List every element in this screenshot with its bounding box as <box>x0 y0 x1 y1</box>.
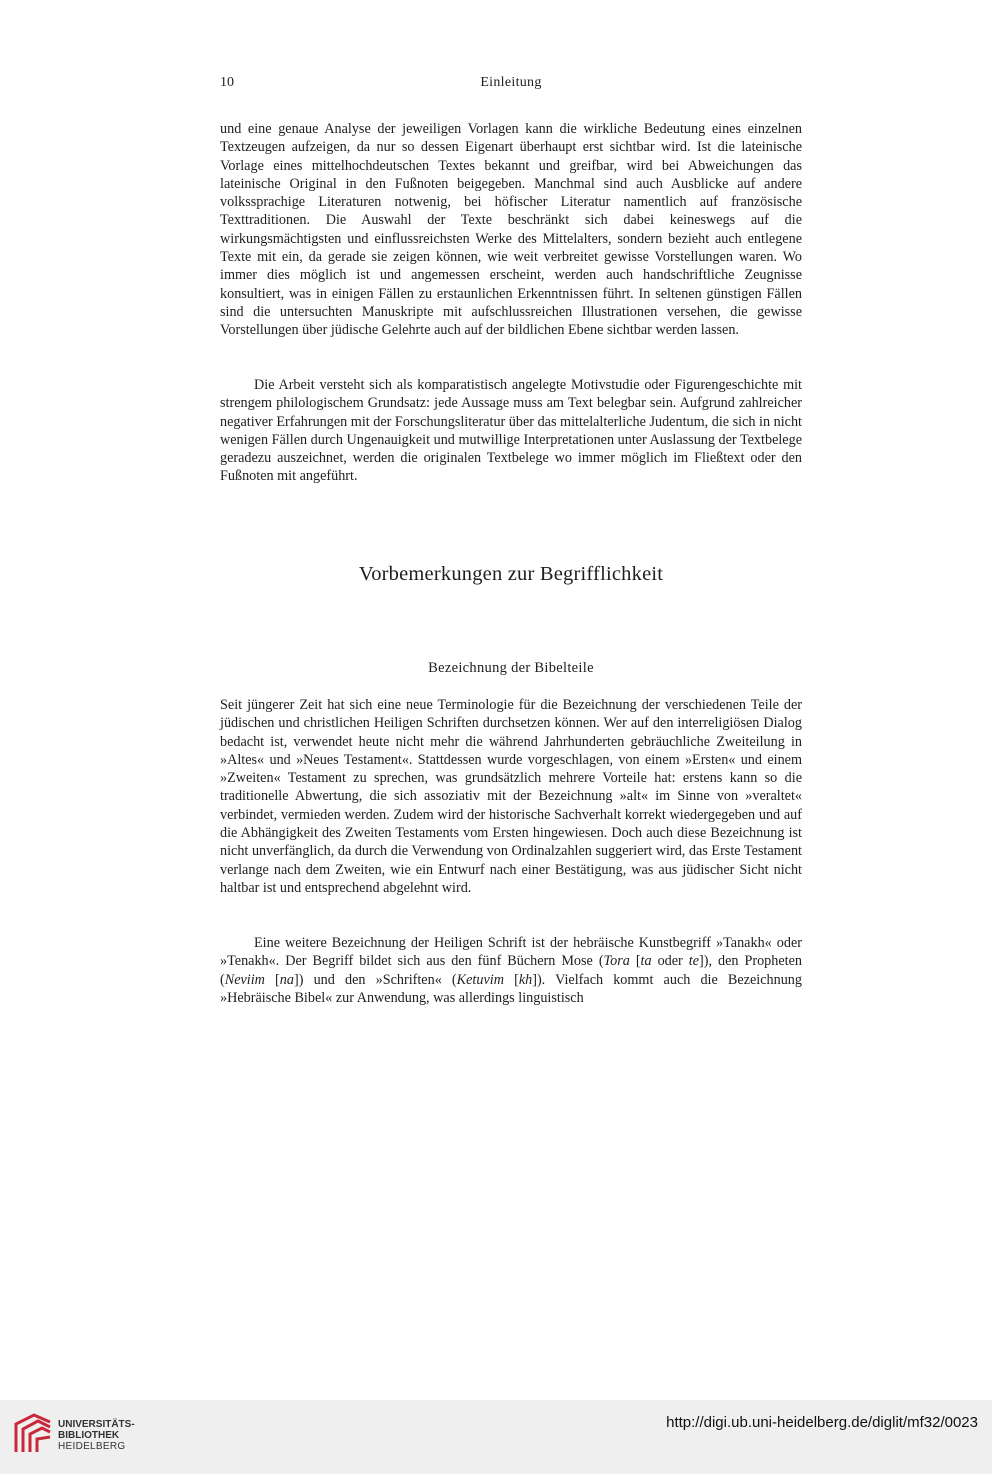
body-paragraph <box>220 934 802 1007</box>
italic-term: Ketuvim <box>456 971 504 988</box>
text-run: Eine weitere Bezeichnung der Heiligen Schrift ist der hebräische Kunstbegriff »Tanakh« oder »Tenakh«. Der Begriff bildet sich aus den fünf Büchern Mose ( <box>220 935 802 970</box>
page-number: 10 <box>220 75 234 90</box>
body-paragraph <box>220 696 802 897</box>
text-run: ]) und den »Schriften« ( <box>293 971 457 988</box>
text-run: und eine genaue Analyse der jeweiligen Vorlagen kann die wirkliche Bedeutung eines einzelnen Textzeugen aufzeigen, da nur so dessen Eigenart überhaupt erst sichtbar wird. Ist die lateinische Vorlage eines mittelhochdeutschen Textes bekannt und greifbar, wird bei Abweichungen das lateinische Original in den Fußnoten beigegeben. Manchmal sind auch Ausblicke auf andere volkssprachige Literaturen notwenig, bei höfischer Literatur namentlich auf französische Texttraditionen. Die Auswahl der Texte beschränkt sich dabei keineswegs auf die wirkungsmächtigsten und einflussreichsten Werke des Mittelalters, sondern bezieht auch entlegene Texte mit ein, da gerade sie zeigen können, wie weit verbreitet gewisse Vorstellungen waren. Wo immer dies möglich ist und angemessen erscheint, werden auch handschriftliche Zeugnisse konsultiert, was in einigen Fällen zu erstaunlichen Erkenntnissen führt. In seltenen günstigen Fällen sind die untersuchten Manuskripte mit aufschlussreichen Illustrationen versehen, die gewisse Vorstellungen über jüdische Gelehrte auch auf der bildlichen Ebene sichtbar werden lassen. <box>220 121 802 339</box>
text-run: [ <box>264 971 280 988</box>
logo-line-3: HEIDELBERG <box>58 1441 126 1452</box>
running-head <box>220 75 802 95</box>
library-logo-icon <box>10 1412 54 1456</box>
viewer-footer <box>0 1400 992 1474</box>
italic-term: te <box>688 953 700 970</box>
italic-term: Tora <box>603 953 630 970</box>
running-title: Einleitung <box>480 75 542 90</box>
chapter-title: Vorbemerkungen zur Begrifflichkeit <box>358 563 664 585</box>
text-run: oder <box>651 953 689 970</box>
logo-line-2: BIBLIOTHEK <box>58 1430 120 1441</box>
italic-term: Neviim <box>224 971 265 988</box>
body-paragraph <box>220 376 802 486</box>
text-run: [ <box>629 953 641 970</box>
body-paragraph <box>220 120 802 340</box>
text-run: [ <box>503 971 519 988</box>
italic-term: kh <box>518 971 533 988</box>
text-run: Seit jüngerer Zeit hat sich eine neue Terminologie für die Bezeichnung der verschiedenen Teile der jüdischen und christlichen Heiligen Schriften durchsetzen können. Wer auf den interreligiösen Dialog bedacht ist, verwendet heute nicht mehr die während Jahrhunderten gebräuchliche Zweiteilung in »Altes« und »Neues Testament«. Stattdessen wurde vorgeschlagen, von einem »Ersten« und einem »Zweiten« Testament zu sprechen, was grundsätzlich mehrere Vorteile hat: erstens kann so die traditionelle Abwertung, die sich assoziativ mit der Bezeichnung »alt« im Sinne von »veraltet« verbindet, vermieden werden. Zudem wird der historische Sachverhalt korrekt wiedergegeben und auf die Abhängigkeit des Zweiten Testaments vom Ersten hingewiesen. Doch auch diese Bezeichnung ist nicht unverfänglich, da durch die Verwendung von Ordinalzahlen suggeriert wird, das Erste Testament verlange nach dem Zweiten, wie ein Entwurf nach einer Bestätigung, was aus jüdischer Sicht nicht haltbar ist und entsprechend abgelehnt wird. <box>220 697 802 896</box>
text-run: ]), den Propheten ( <box>220 953 802 988</box>
logo-line-1: UNIVERSITÄTS- <box>58 1419 135 1430</box>
text-run: Die Arbeit versteht sich als komparatistisch angelegte Motivstudie oder Figurengeschichte mit strengem philologischem Grundsatz: jede Aussage muss am Text belegbar sein. Aufgrund zahlreicher negativer Erfahrungen mit der Forschungsliteratur über das mittelalterliche Judentum, die sich in nicht wenigen Fällen durch Ungenauigkeit und mutwillige Interpretationen unter Auslassung der Textbelege geradezu auszeichnet, werden die originalen Textbelege wo immer möglich im Fließtext oder den Fußnoten mit angeführt. <box>220 377 802 485</box>
italic-term: ta <box>640 953 652 970</box>
section-title: Bezeichnung der Bibelteile <box>428 660 594 676</box>
text-run: ]). Vielfach kommt auch die Bezeichnung »Hebräische Bibel« zur Anwendung, was allerdings linguistisch <box>220 971 802 1006</box>
library-logo[interactable] <box>10 1410 190 1462</box>
permalink-url[interactable]: http://digi.ub.uni-heidelberg.de/diglit/mf32/0023 <box>666 1414 978 1431</box>
italic-term: na <box>279 971 294 988</box>
library-logo-text <box>58 1419 135 1452</box>
